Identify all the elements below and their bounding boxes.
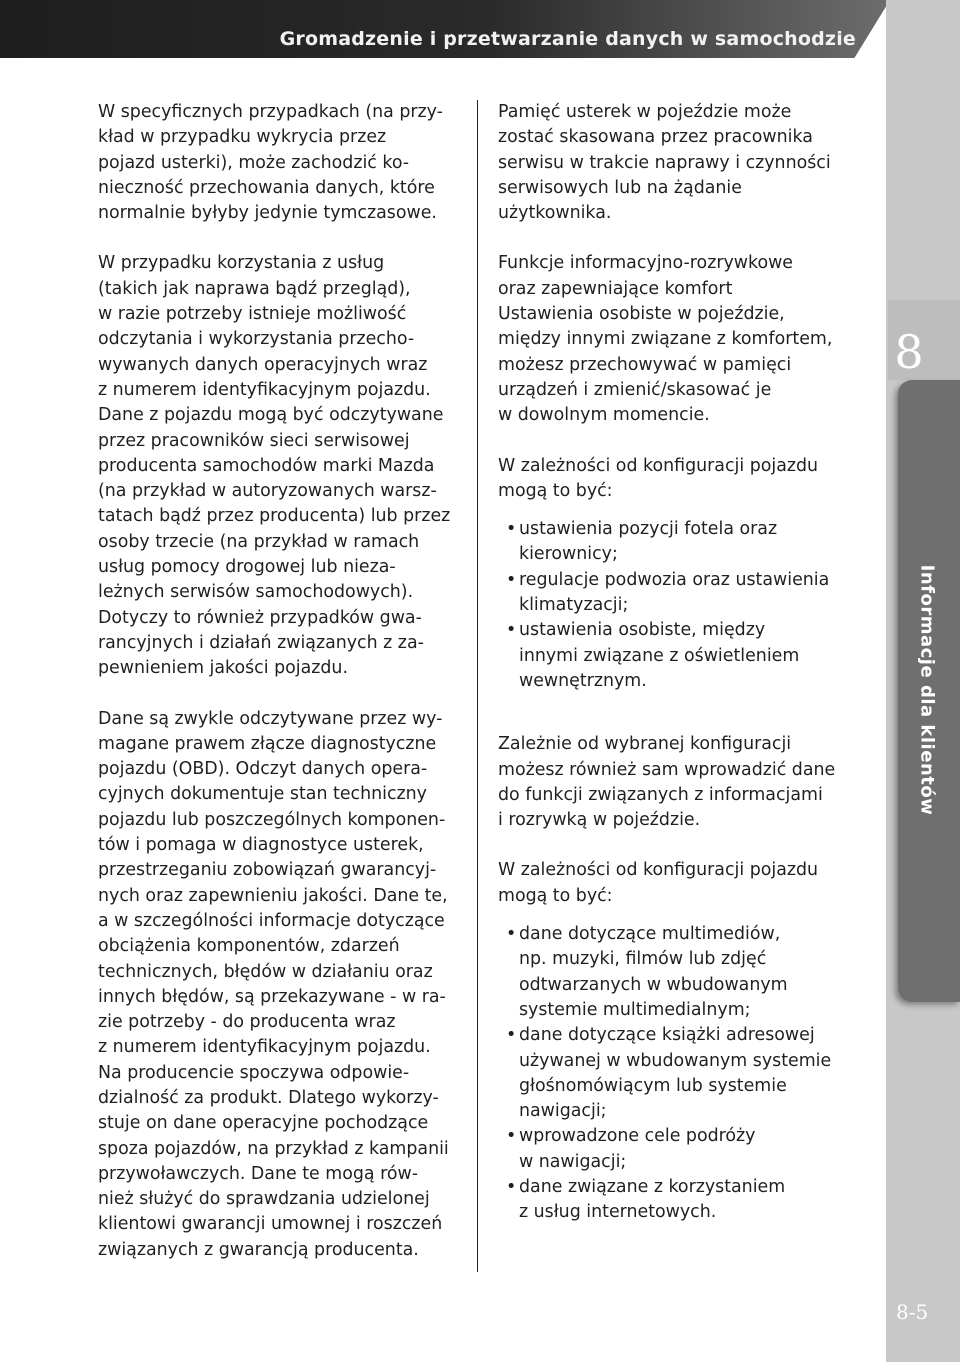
chapter-section-label: Informacje dla klientów [916,564,938,816]
paragraph: Dane są zwykle odczytywane przez wy- magane prawem złącze diagnostyczne pojazdu (OBD). Odczyt danych opera- cyjnych dokumentuje stan techniczny pojazdu lub poszczególnych komponen- tów i pomaga w diagnostyce usterek, przestrzeganiu zobowiązań gwarancyj- nych oraz zapewnieniu jakości. Dane te, a w szczególności informacje dotyczące obciążenia komponentów, zdarzeń technicznych, błędów w działaniu oraz innych błędów, są przekazywane - w ra- zie potrzeby - do producenta wraz z numerem identyfikacyjnym pojazdu. Na producencie spoczywa odpowie- dzialność za produkt. Dlatego wykorzy- stuje on dane operacyjne pochodzące spoza pojazdów, na przykład z kampanii przywoławczych. Dane te mogą rów- nież służyć do sprawdzania udzielonej klientowi gwarancji umownej i roszczeń związanych z gwarancją producenta. [98,708,449,1260]
chapter-number: 8 [894,325,924,379]
list-item: • dane dotyczące multimediów, np. muzyki, filmów lub zdjęć odtwarzanych w wbudowanym systemie multimedialnym; [498,922,870,1023]
list-item: • wprowadzone cele podróży w nawigacji; [498,1124,870,1175]
list-item: • dane dotyczące książki adresowej używanej w wbudowanym systemie głośnomówiącym lub systemie nawigacji; [498,1023,870,1124]
paragraph: W zależności od konfiguracji pojazdu mogą to być: [498,860,819,906]
left-column [98,100,470,1288]
paragraph: Pamięć usterek w pojeździe może zostać skasowana przez pracownika serwisu w trakcie naprawy i czynności serwisowych lub na żądanie użytkownika. [498,102,831,224]
paragraph: W zależności od konfiguracji pojazdu mogą to być: [498,455,819,501]
list-item: • dane związane z korzystaniem z usług internetowych. [498,1175,870,1226]
paragraph: Zależnie od wybranej konfiguracji możesz również sam wprowadzić dane do funkcji związanych z informacjami i rozrywką w pojeździe. [498,734,836,831]
paragraph: W przypadku korzystania z usług (takich jak naprawa bądź przegląd), w razie potrzeby istnieje możliwość odczytania i wykorzystania przecho- wywanych danych operacyjnych wraz z numerem identyfikacyjnym pojazdu. Dane z pojazdu mogą być odczytywane przez pracowników sieci serwisowej producenta samochodów marki Mazda (na przykład w autoryzowanych warsz- tatach bądź przez producenta) lub przez osoby trzecie (na przykład w ramach usług pomocy drogowej lub nieza- leżnych serwisów samochodowych). Dotyczy to również przypadków gwa- rancyjnych i działań związanych z za- pewnieniem jakości pojazdu. [98,253,451,679]
bullet-list [498,922,870,1226]
list-item: • ustawienia pozycji fotela oraz kierownicy; [498,517,870,568]
page-number: 8-5 [896,1300,929,1324]
right-column [498,100,870,1264]
paragraph: W specyficznych przypadkach (na przy- kład w przypadku wykrycia przez pojazd usterki), może zachodzić ko- nieczność przechowania danych, które normalnie byłyby jedynie tymczasowe. [98,102,443,224]
column-divider [477,100,478,1272]
list-item: • ustawienia osobiste, między innymi związane z oświetleniem wewnętrznym. [498,618,870,694]
bullet-list [498,517,870,694]
list-item: • regulacje podwozia oraz ustawienia klimatyzacji; [498,568,870,619]
page-header-title: Gromadzenie i przetwarzanie danych w samochodzie [279,28,856,50]
paragraph: Funkcje informacyjno-rozrywkowe oraz zapewniające komfort Ustawienia osobiste w pojeździe, między innymi związane z komfortem, możesz przechowywać w pamięci urządzeń i zmienić/skasować je w dowolnym momencie. [498,253,833,426]
